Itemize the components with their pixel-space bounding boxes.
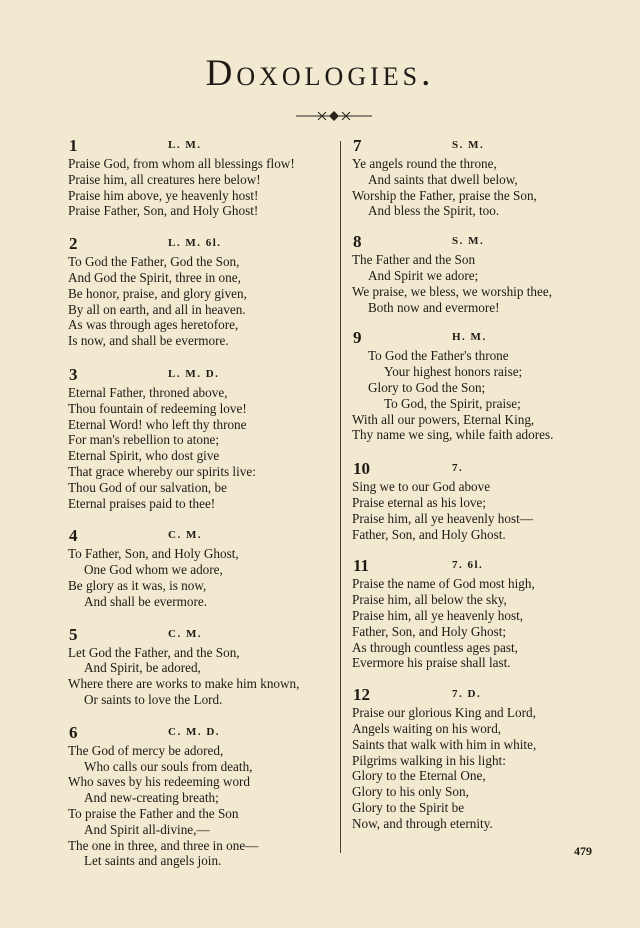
hymn-meter: S. M. xyxy=(452,139,485,151)
hymn-7 xyxy=(352,136,628,219)
hymn-header xyxy=(352,136,628,156)
hymn-header xyxy=(352,328,628,348)
verse-line: And God the Spirit, three in one, xyxy=(68,269,241,285)
hymn-number: 8 xyxy=(353,232,362,252)
verse-line: Be honor, praise, and glory given, xyxy=(68,285,247,301)
verse-line: Let saints and angels join. xyxy=(84,853,222,869)
verse-line: Praise him above, ye heavenly host! xyxy=(68,187,259,203)
title-ornament-icon xyxy=(296,110,372,122)
hymn-number: 4 xyxy=(69,526,78,546)
verse-line: Praise the name of God most high, xyxy=(352,576,535,592)
hymn-meter: 7. xyxy=(452,462,464,475)
hymn-meter: 7. 6l. xyxy=(452,559,484,572)
hymn-meter: H. M. xyxy=(452,331,487,344)
verse-line: Angels waiting on his word, xyxy=(352,720,502,736)
page-number: 479 xyxy=(574,844,592,858)
verse-line: By all on earth, and all in heaven. xyxy=(68,301,246,317)
verse-line: Father, Son, and Holy Ghost; xyxy=(352,623,507,639)
verse-line: As through countless ages past, xyxy=(352,639,518,655)
verse-line: And Spirit all-divine,— xyxy=(84,821,210,837)
verse-line: To God the Father, God the Son, xyxy=(68,254,240,270)
verse-line: Who saves by his redeeming word xyxy=(68,774,251,790)
verse-line: Praise Father, Son, and Holy Ghost! xyxy=(68,203,259,219)
hymn-number: 2 xyxy=(69,234,78,254)
verse-line: Who calls our souls from death, xyxy=(84,758,253,774)
verse-line: With all our powers, Eternal King, xyxy=(352,411,535,427)
hymn-12 xyxy=(352,685,628,831)
page-title: Doxologies. xyxy=(205,53,435,94)
hymn-header xyxy=(352,685,628,705)
hymn-2 xyxy=(68,234,340,349)
verse-line: Thy name we sing, while faith adores. xyxy=(352,427,554,443)
hymn-header xyxy=(68,723,340,743)
verse-line: Or saints to love the Lord. xyxy=(84,691,223,707)
verse-line: Eternal praises paid to thee! xyxy=(68,495,216,511)
verse-line: Is now, and shall be evermore. xyxy=(68,333,229,349)
hymn-meter: 7. D. xyxy=(452,688,482,701)
hymn-meter: C. M. D. xyxy=(168,725,221,738)
verse-line: To God the Father's throne xyxy=(368,348,509,364)
hymn-1 xyxy=(68,136,340,219)
verse-line: As was through ages heretofore, xyxy=(68,317,239,333)
hymn-number: 10 xyxy=(353,459,370,479)
verse-line: Father, Son, and Holy Ghost. xyxy=(352,526,506,542)
verse-line: Evermore his praise shall last. xyxy=(352,655,511,671)
verse-line: Ye angels round the throne, xyxy=(352,156,497,171)
hymn-number: 11 xyxy=(353,556,370,576)
verse-line: The one in three, and three in one— xyxy=(68,837,259,853)
hymn-header xyxy=(68,625,340,645)
verse-line: Thou God of our salvation, be xyxy=(68,479,227,495)
verse-line: Praise him, all below the sky, xyxy=(352,592,507,608)
verse-line: Praise our glorious King and Lord, xyxy=(352,705,536,721)
verse-line: And Spirit we adore; xyxy=(368,267,479,283)
verse-line: Where there are works to make him known, xyxy=(68,676,300,692)
left-column xyxy=(68,136,340,869)
hymn-number: 1 xyxy=(69,136,78,155)
hymn-header xyxy=(352,556,628,576)
hymn-meter: L. M. xyxy=(168,139,202,151)
verse-line: Praise him, all creatures here below! xyxy=(68,171,261,187)
hymn-header xyxy=(68,136,340,156)
verse-line: Worship the Father, praise the Son, xyxy=(352,187,537,203)
verse-line: To God, the Spirit, praise; xyxy=(384,395,521,411)
hymn-header xyxy=(352,459,628,479)
verse-line: Praise him, all ye heavenly host, xyxy=(352,607,524,623)
verse-line: One God whom we adore, xyxy=(84,562,223,578)
verse-line: For man's rebellion to atone; xyxy=(68,432,220,448)
verse-line: Praise him, all ye heavenly host— xyxy=(352,510,533,526)
hymn-6 xyxy=(68,723,340,869)
verse-line: Thou fountain of redeeming love! xyxy=(68,400,247,416)
hymn-5 xyxy=(68,625,340,708)
column-divider xyxy=(340,141,341,853)
hymn-4 xyxy=(68,526,340,609)
verse-line: Glory to God the Son; xyxy=(368,379,486,395)
verse-line: Now, and through eternity. xyxy=(352,815,493,831)
verse-line: Saints that walk with him in white, xyxy=(352,736,537,752)
verse-line: Eternal Father, throned above, xyxy=(68,384,228,400)
hymn-header xyxy=(68,234,340,254)
hymn-meter: C. M. xyxy=(168,627,203,640)
hymn-8 xyxy=(352,232,628,315)
hymn-number: 3 xyxy=(69,364,78,384)
hymn-header xyxy=(68,365,340,385)
right-column xyxy=(352,136,628,832)
verse-line: And new-creating breath; xyxy=(84,790,219,806)
hymn-number: 6 xyxy=(69,722,78,742)
hymn-10 xyxy=(352,459,628,542)
verse-line: Glory to the Eternal One, xyxy=(352,768,486,784)
hymn-9 xyxy=(352,328,628,443)
hymn-header xyxy=(68,526,340,546)
verse-line: Glory to the Spirit be xyxy=(352,799,465,815)
verse-line: We praise, we bless, we worship thee, xyxy=(352,283,552,299)
verse-line: Praise God, from whom all blessings flow! xyxy=(68,156,295,171)
hymn-11 xyxy=(352,556,628,671)
verse-line: Your highest honors raise; xyxy=(384,364,523,380)
verse-line: To Father, Son, and Holy Ghost, xyxy=(68,546,239,562)
verse-line: Eternal Word! who left thy throne xyxy=(68,416,247,432)
hymn-3 xyxy=(68,365,340,511)
hymn-header xyxy=(352,232,628,252)
hymn-number: 5 xyxy=(69,624,78,644)
hymn-number: 9 xyxy=(353,328,362,348)
verse-line: Let God the Father, and the Son, xyxy=(68,644,240,660)
verse-line: Glory to his only Son, xyxy=(352,784,469,800)
verse-line: Praise eternal as his love; xyxy=(352,494,487,510)
verse-line: And saints that dwell below, xyxy=(368,171,518,187)
hymn-meter: L. M. 6l. xyxy=(168,237,222,250)
verse-line: Sing we to our God above xyxy=(352,479,491,495)
verse-line: And Spirit, be adored, xyxy=(84,660,201,676)
verse-line: The Father and the Son xyxy=(352,252,476,268)
hymn-meter: S. M. xyxy=(452,235,485,248)
hymn-number: 12 xyxy=(353,685,370,705)
verse-line: The God of mercy be adored, xyxy=(68,742,224,758)
verse-line: Both now and evermore! xyxy=(368,299,500,315)
verse-line: And bless the Spirit, too. xyxy=(368,203,500,219)
verse-line: To praise the Father and the Son xyxy=(68,805,239,821)
verse-line: Eternal Spirit, who dost give xyxy=(68,448,220,464)
verse-line: And shall be evermore. xyxy=(84,593,208,609)
hymn-meter: C. M. xyxy=(168,529,203,542)
verse-line: Be glory as it was, is now, xyxy=(68,577,207,593)
hymn-number: 7 xyxy=(353,136,362,155)
hymn-meter: L. M. D. xyxy=(168,367,220,380)
verse-line: Pilgrims walking in his light: xyxy=(352,752,506,768)
verse-line: That grace whereby our spirits live: xyxy=(68,463,256,479)
